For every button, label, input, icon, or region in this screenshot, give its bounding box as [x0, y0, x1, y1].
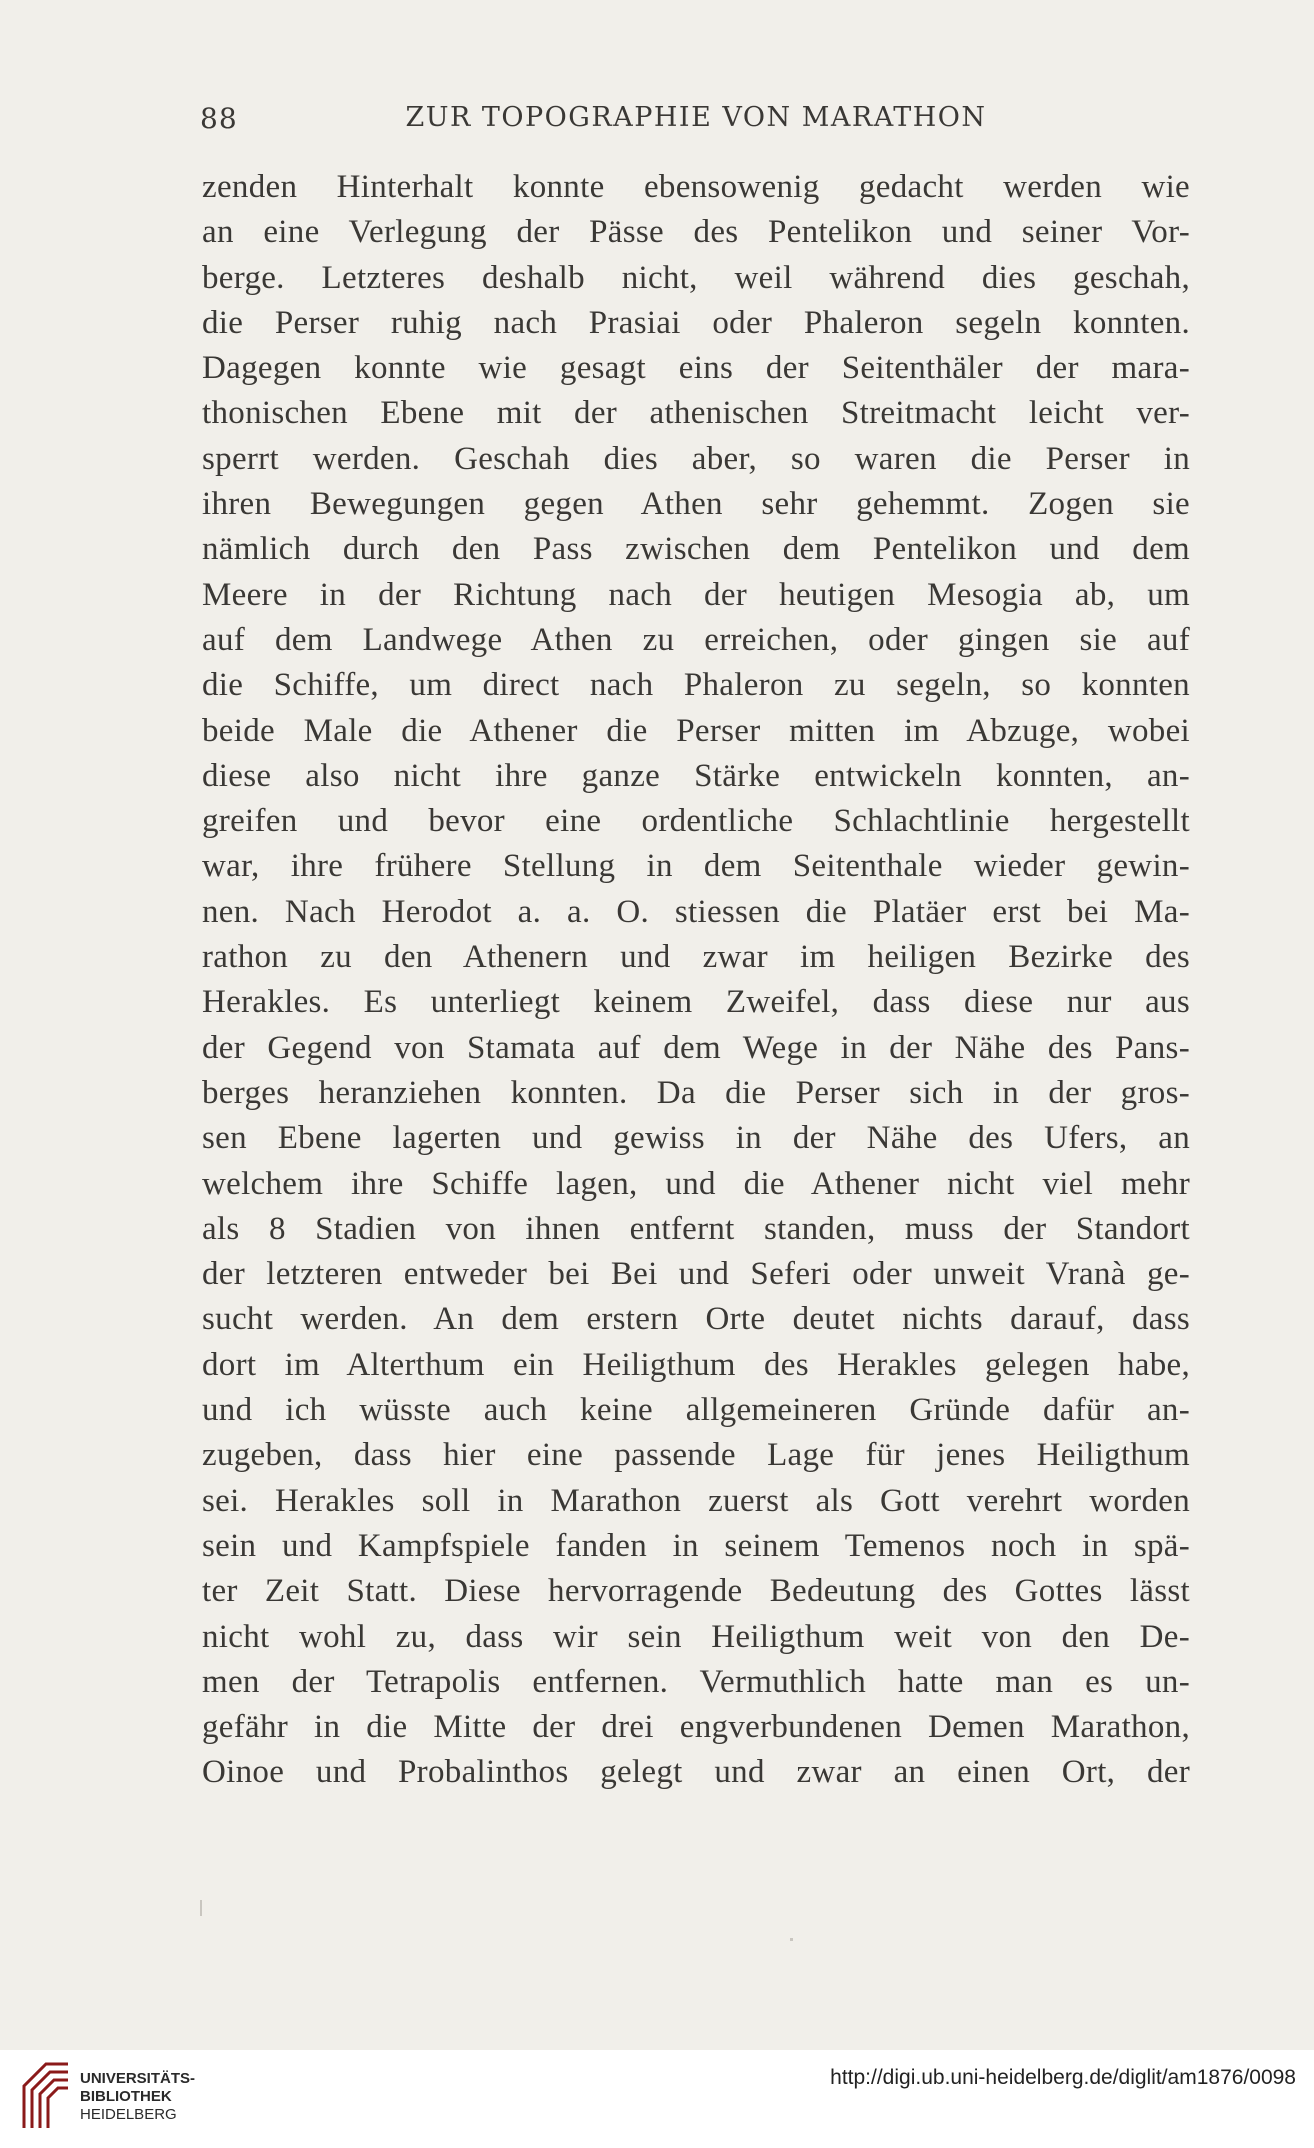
text-line: nicht wohl zu, dass wir sein Heiligthum weit von den De- [202, 1618, 1190, 1655]
text-line: sucht werden. An dem erstern Orte deutet nichts darauf, dass [202, 1301, 1190, 1338]
text-line: rathon zu den Athenern und zwar im heiligen Bezirke des [202, 939, 1190, 976]
text-line: ihren Bewegungen gegen Athen sehr gehemmt. Zogen sie [202, 486, 1190, 523]
library-name [80, 2070, 195, 2124]
text-line: die Schiffe, um direct nach Phaleron zu segeln, so konnten [202, 667, 1190, 704]
text-line: thonischen Ebene mit der athenischen Streitmacht leicht ver- [202, 395, 1190, 432]
text-line: ter Zeit Statt. Diese hervorragende Bedeutung des Gottes lässt [202, 1573, 1190, 1610]
text-line: berges heranziehen konnten. Da die Perser sich in der gros- [202, 1074, 1190, 1111]
library-name-line: HEIDELBERG [80, 2106, 177, 2123]
text-line: als 8 Stadien von ihnen entfernt standen, muss der Standort [202, 1210, 1190, 1247]
text-line: sein und Kampfspiele fanden in seinem Temenos noch in spä- [202, 1527, 1190, 1564]
footer-bar [0, 2050, 1314, 2148]
text-line: der letzteren entweder bei Bei und Seferi oder unweit Vranà ge- [202, 1256, 1190, 1293]
text-line: welchem ihre Schiffe lagen, und die Athener nicht viel mehr [202, 1165, 1190, 1202]
text-line: der Gegend von Stamata auf dem Wege in der Nähe des Pans- [202, 1029, 1190, 1066]
library-name-line: UNIVERSITÄTS- [80, 2070, 196, 2087]
text-line: zugeben, dass hier eine passende Lage für jenes Heiligthum [202, 1437, 1190, 1474]
text-line: nämlich durch den Pass zwischen dem Pentelikon und dem [202, 531, 1190, 568]
text-line: zenden Hinterhalt konnte ebensowenig gedacht werden wie [202, 169, 1190, 205]
text-line: Herakles. Es unterliegt keinem Zweifel, dass diese nur aus [202, 984, 1190, 1021]
page-speck [790, 1938, 793, 1941]
text-line: an eine Verlegung der Pässe des Pentelikon und seiner Vor- [202, 214, 1190, 251]
text-line: gefähr in die Mitte der drei engverbundenen Demen Marathon, [202, 1709, 1190, 1746]
text-line: Oinoe und Probalinthos gelegt und zwar an einen Ort, der [202, 1754, 1190, 1791]
text-line: men der Tetrapolis entfernen. Vermuthlich hatte man es un- [202, 1663, 1190, 1700]
text-line: und ich wüsste auch keine allgemeineren Gründe dafür an- [202, 1392, 1190, 1429]
page-speck [200, 1900, 202, 1916]
text-line: sperrt werden. Geschah dies aber, so waren die Perser in [202, 440, 1190, 477]
ub-heidelberg-logo-icon[interactable] [16, 2058, 86, 2134]
text-line: auf dem Landwege Athen zu erreichen, oder gingen sie auf [202, 621, 1190, 658]
body-text [202, 165, 1190, 1796]
running-title: ZUR TOPOGRAPHIE VON MARATHON [405, 102, 987, 133]
digital-copy-url[interactable]: http://digi.ub.uni-heidelberg.de/diglit/am1876/0098 [830, 2066, 1296, 2089]
text-line: Dagegen konnte wie gesagt eins der Seitenthäler der mara- [202, 350, 1190, 387]
page-header [200, 102, 1192, 142]
library-name-line: BIBLIOTHEK [80, 2088, 172, 2105]
text-line: sei. Herakles soll in Marathon zuerst als Gott verehrt worden [202, 1482, 1190, 1519]
text-line: nen. Nach Herodot a. a. O. stiessen die Platäer erst bei Ma- [202, 893, 1190, 930]
text-line: berge. Letzteres deshalb nicht, weil während dies geschah, [202, 259, 1190, 296]
text-line: Meere in der Richtung nach der heutigen Mesogia ab, um [202, 576, 1190, 613]
text-line: dort im Alterthum ein Heiligthum des Herakles gelegen habe, [202, 1346, 1190, 1383]
text-line: sen Ebene lagerten und gewiss in der Nähe des Ufers, an [202, 1120, 1190, 1157]
text-line: war, ihre frühere Stellung in dem Seitenthale wieder gewin- [202, 848, 1190, 885]
text-line: diese also nicht ihre ganze Stärke entwickeln konnten, an- [202, 757, 1190, 794]
text-line: die Perser ruhig nach Prasiai oder Phaleron segeln konnten. [202, 304, 1190, 341]
text-line: beide Male die Athener die Perser mitten im Abzuge, wobei [202, 712, 1190, 749]
text-line: greifen und bevor eine ordentliche Schlachtlinie hergestellt [202, 803, 1190, 840]
page-number: 88 [200, 102, 238, 135]
